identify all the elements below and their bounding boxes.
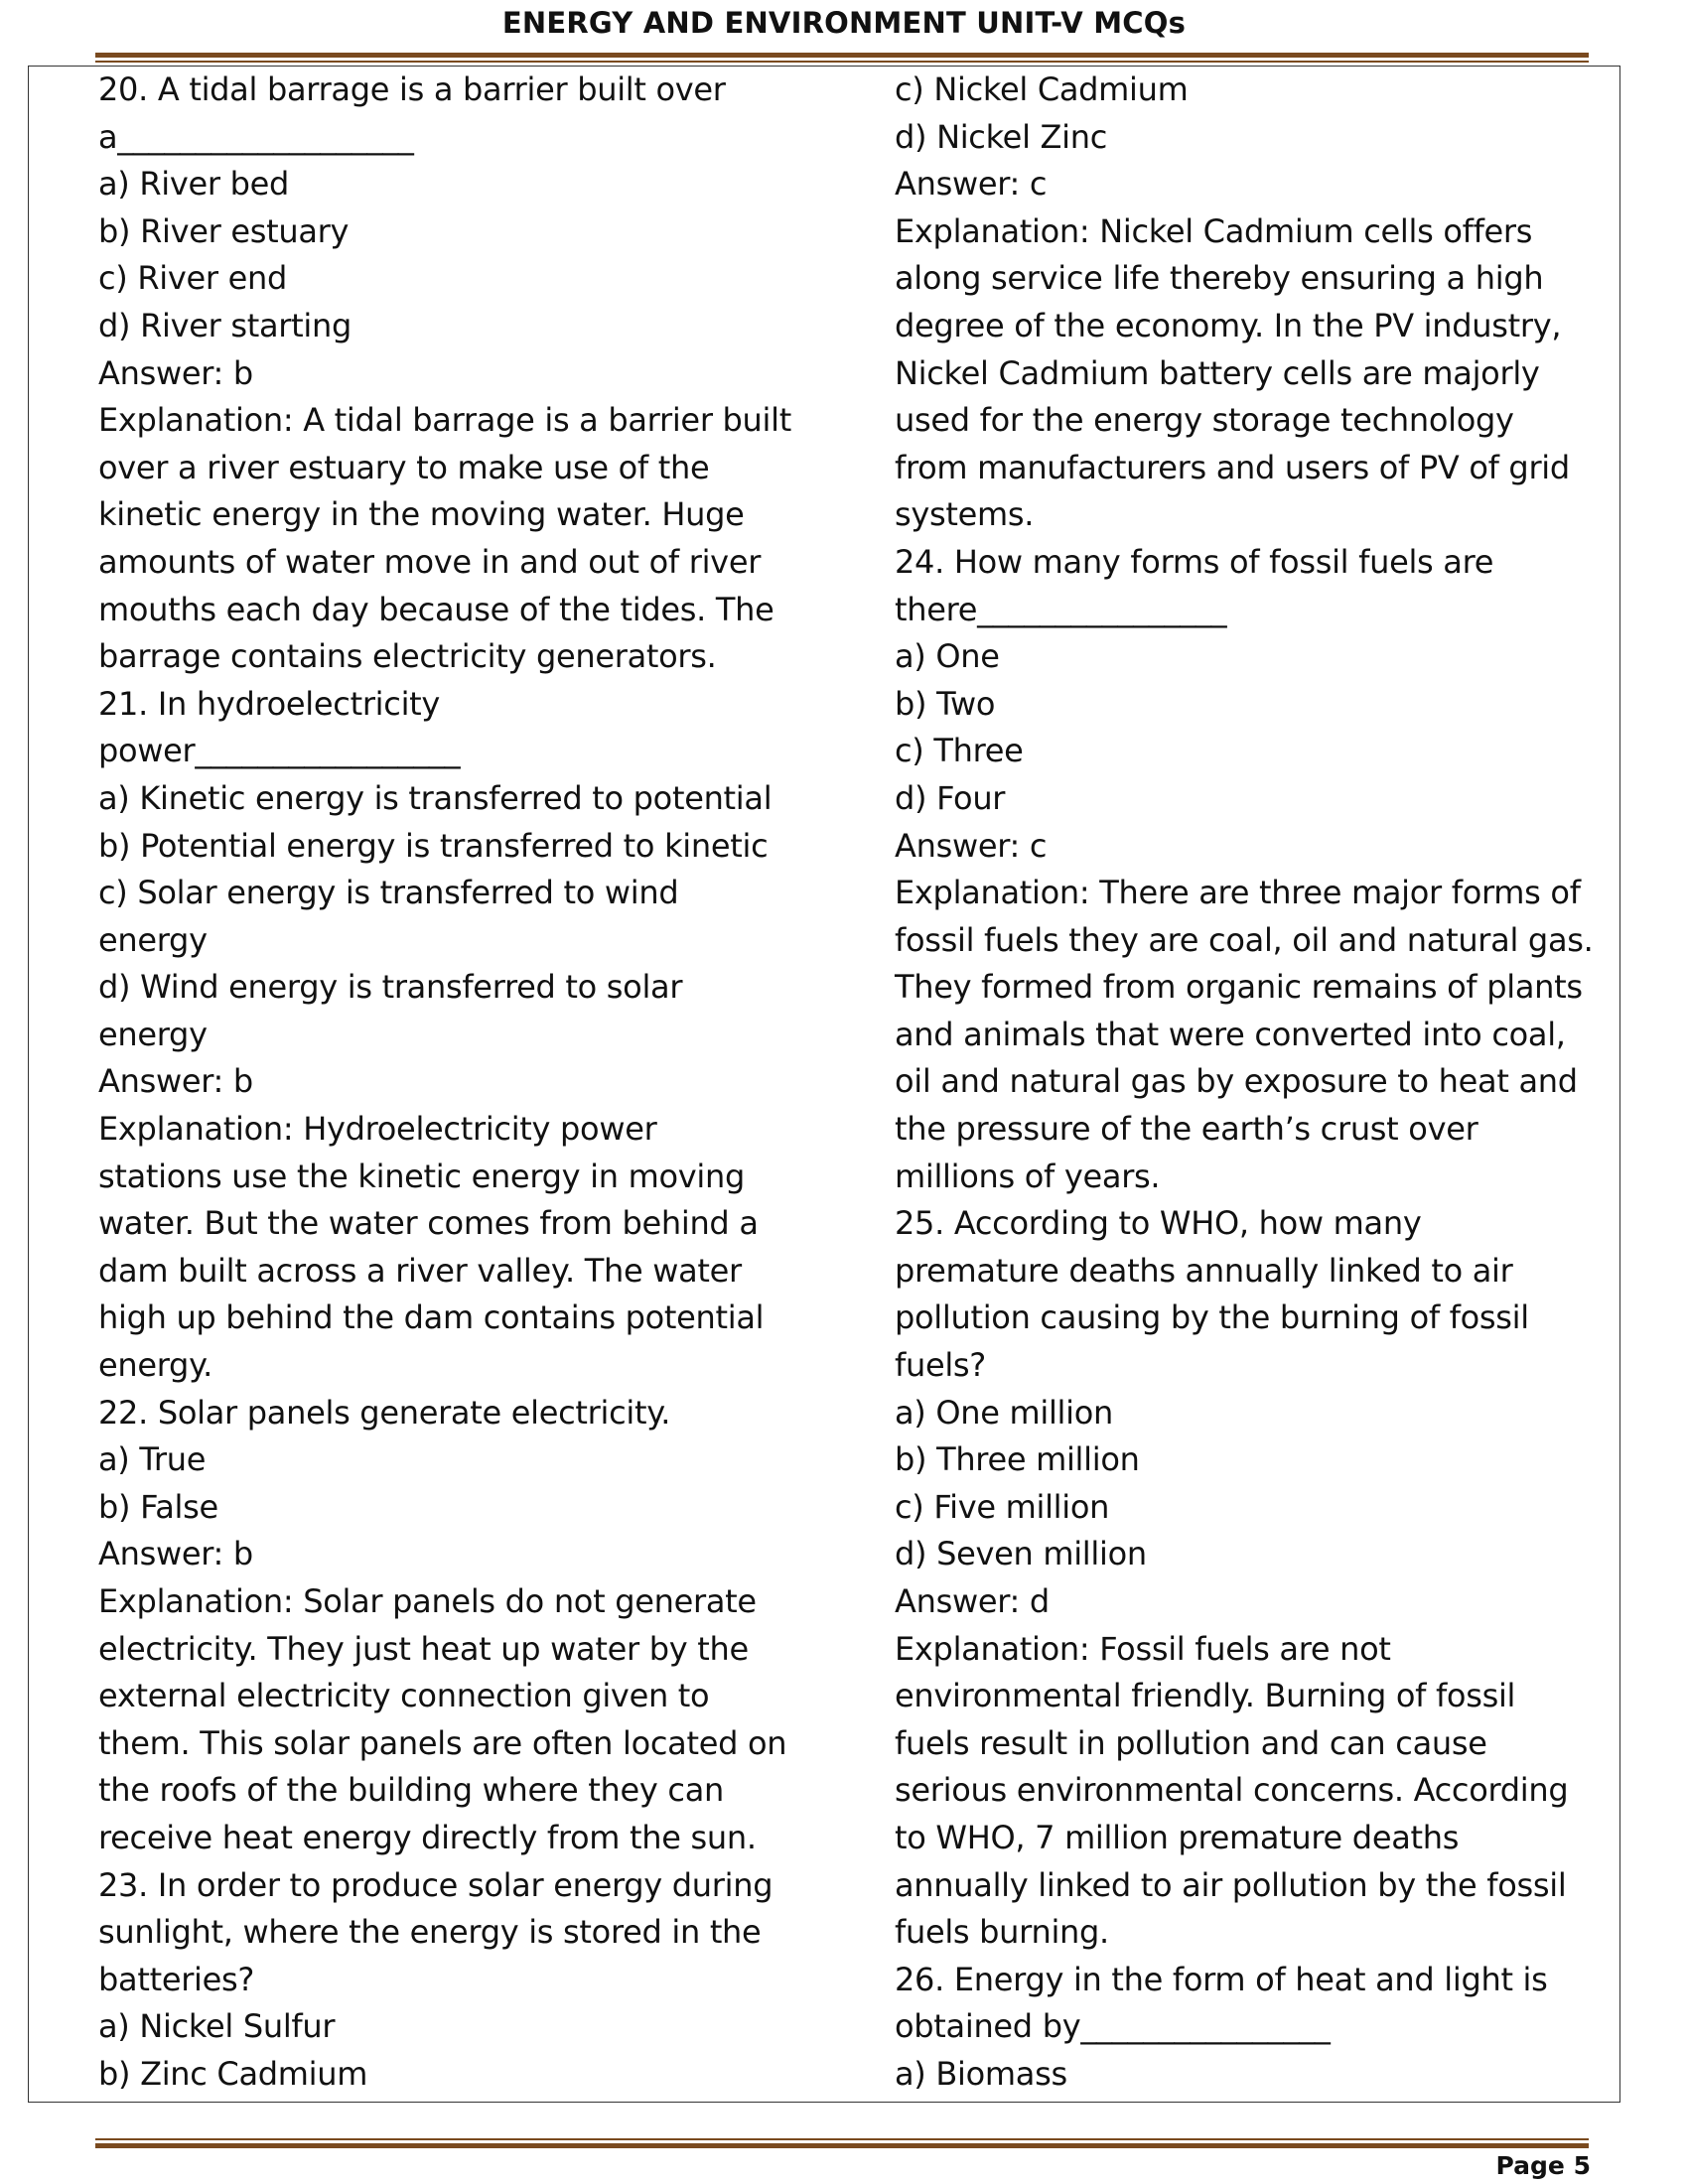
text-line: the pressure of the earth’s crust over bbox=[895, 1110, 1478, 1149]
text-line: b) Three million bbox=[895, 1440, 1140, 1479]
text-line: electricity. They just heat up water by the bbox=[98, 1629, 749, 1668]
text-line: d) Seven million bbox=[895, 1535, 1147, 1573]
header-rule-thin bbox=[95, 61, 1589, 63]
text-line: a) River bed bbox=[98, 165, 290, 204]
text-line: environmental friendly. Burning of fossil bbox=[895, 1677, 1516, 1715]
content-frame bbox=[28, 66, 1620, 2103]
text-line: c) Solar energy is transferred to wind bbox=[98, 874, 679, 912]
text-line: a) True bbox=[98, 1440, 207, 1479]
left-column bbox=[98, 67, 833, 2099]
text-line: c) River end bbox=[98, 259, 288, 298]
text-line: c) Nickel Cadmium bbox=[895, 70, 1189, 108]
text-line: Answer: b bbox=[98, 1535, 253, 1573]
text-line: and animals that were converted into coal, bbox=[895, 1015, 1566, 1053]
text-line: b) False bbox=[98, 1487, 218, 1526]
text-line: fossil fuels they are coal, oil and natural gas. bbox=[895, 920, 1594, 959]
text-line: d) River starting bbox=[98, 306, 352, 344]
text-line: Nickel Cadmium battery cells are majorly bbox=[895, 353, 1540, 392]
footer-rule-thick bbox=[95, 2143, 1589, 2148]
text-line: Answer: b bbox=[98, 353, 253, 392]
text-line: Explanation: Hydroelectricity power bbox=[98, 1110, 657, 1149]
text-line: Explanation: Fossil fuels are not bbox=[895, 1629, 1391, 1668]
text-line: b) River estuary bbox=[98, 211, 350, 250]
text-line: from manufacturers and users of PV of grid bbox=[895, 448, 1570, 486]
text-line: them. This solar panels are often located on bbox=[98, 1723, 787, 1762]
text-line: a___________________ bbox=[98, 117, 414, 156]
right-column bbox=[895, 67, 1639, 2099]
text-line: water. But the water comes from behind a bbox=[98, 1204, 759, 1243]
text-line: serious environmental concerns. According bbox=[895, 1771, 1569, 1810]
text-line: b) Zinc Cadmium bbox=[98, 2054, 368, 2093]
text-line: d) Nickel Zinc bbox=[895, 117, 1108, 156]
text-line: sunlight, where the energy is stored in the bbox=[98, 1913, 762, 1952]
text-line: d) Wind energy is transferred to solar bbox=[98, 968, 683, 1007]
text-line: receive heat energy directly from the sun. bbox=[98, 1818, 757, 1856]
text-line: stations use the kinetic energy in moving bbox=[98, 1157, 745, 1195]
text-line: energy. bbox=[98, 1346, 213, 1385]
text-line: 20. A tidal barrage is a barrier built over bbox=[98, 70, 726, 108]
text-line: c) Five million bbox=[895, 1487, 1110, 1526]
text-line: power_________________ bbox=[98, 732, 461, 770]
text-line: Answer: d bbox=[895, 1582, 1050, 1620]
text-line: a) One million bbox=[895, 1393, 1113, 1432]
text-line: along service life thereby ensuring a high bbox=[895, 259, 1544, 298]
text-line: a) One bbox=[895, 637, 1000, 676]
text-line: energy bbox=[98, 920, 208, 959]
text-line: Answer: c bbox=[895, 165, 1048, 204]
text-line: systems. bbox=[895, 495, 1035, 534]
text-line: fuels? bbox=[895, 1346, 986, 1385]
text-line: premature deaths annually linked to air bbox=[895, 1251, 1513, 1290]
text-line: pollution causing by the burning of fossil bbox=[895, 1298, 1529, 1337]
text-line: high up behind the dam contains potential bbox=[98, 1298, 765, 1337]
text-line: Explanation: Solar panels do not generate bbox=[98, 1582, 757, 1620]
text-line: to WHO, 7 million premature deaths bbox=[895, 1818, 1460, 1856]
text-line: there________________ bbox=[895, 590, 1227, 628]
text-line: a) Nickel Sulfur bbox=[98, 2007, 336, 2046]
text-line: oil and natural gas by exposure to heat and bbox=[895, 1062, 1578, 1101]
text-line: Explanation: A tidal barrage is a barrier built bbox=[98, 401, 791, 440]
page-title: ENERGY AND ENVIRONMENT UNIT-V MCQs bbox=[501, 6, 1187, 40]
text-line: dam built across a river valley. The water bbox=[98, 1251, 742, 1290]
text-line: energy bbox=[98, 1015, 208, 1053]
text-line: kinetic energy in the moving water. Huge bbox=[98, 495, 745, 534]
text-line: obtained by________________ bbox=[895, 2007, 1331, 2046]
text-line: a) Kinetic energy is transferred to potential bbox=[98, 778, 773, 817]
text-line: d) Four bbox=[895, 778, 1006, 817]
page-number: Page 5 bbox=[1495, 2151, 1591, 2180]
text-line: Answer: b bbox=[98, 1062, 253, 1101]
text-line: b) Two bbox=[895, 684, 996, 723]
text-line: Explanation: Nickel Cadmium cells offers bbox=[895, 211, 1533, 250]
text-line: 22. Solar panels generate electricity. bbox=[98, 1393, 671, 1432]
text-line: barrage contains electricity generators. bbox=[98, 637, 717, 676]
text-line: external electricity connection given to bbox=[98, 1677, 710, 1715]
text-line: Answer: c bbox=[895, 826, 1048, 865]
text-line: millions of years. bbox=[895, 1157, 1161, 1195]
footer-rule-thin bbox=[95, 2138, 1589, 2140]
text-line: 23. In order to produce solar energy during bbox=[98, 1865, 774, 1904]
text-line: 21. In hydroelectricity bbox=[98, 684, 441, 723]
text-line: fuels burning. bbox=[895, 1913, 1109, 1952]
text-line: 25. According to WHO, how many bbox=[895, 1204, 1422, 1243]
text-line: Explanation: There are three major forms of bbox=[895, 874, 1581, 912]
text-line: b) Potential energy is transferred to kinetic bbox=[98, 826, 769, 865]
text-line: mouths each day because of the tides. The bbox=[98, 590, 774, 628]
text-line: a) Biomass bbox=[895, 2054, 1067, 2093]
text-line: used for the energy storage technology bbox=[895, 401, 1514, 440]
text-line: over a river estuary to make use of the bbox=[98, 448, 710, 486]
text-line: degree of the economy. In the PV industry, bbox=[895, 306, 1562, 344]
text-line: They formed from organic remains of plants bbox=[895, 968, 1583, 1007]
text-line: annually linked to air pollution by the fossil bbox=[895, 1865, 1567, 1904]
text-line: the roofs of the building where they can bbox=[98, 1771, 725, 1810]
text-line: 26. Energy in the form of heat and light is bbox=[895, 1960, 1548, 1998]
text-line: amounts of water move in and out of river bbox=[98, 542, 762, 581]
text-line: 24. How many forms of fossil fuels are bbox=[895, 542, 1494, 581]
text-line: fuels result in pollution and can cause bbox=[895, 1723, 1487, 1762]
text-line: batteries? bbox=[98, 1960, 255, 1998]
header-rule-thick bbox=[95, 53, 1589, 58]
text-line: c) Three bbox=[895, 732, 1024, 770]
